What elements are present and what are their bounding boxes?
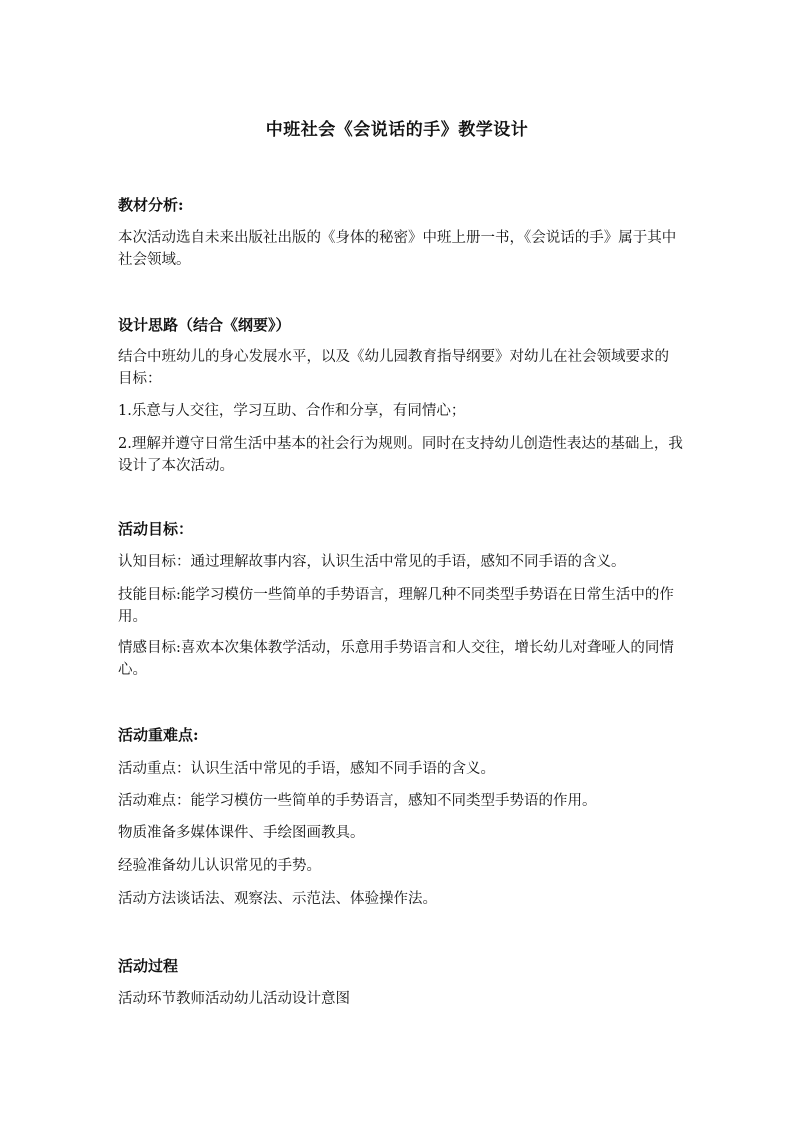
section-heading-activity-process: 活动过程 (118, 957, 179, 975)
paragraph: 活动重点：认识生活中常见的手语，感知不同手语的含义。 (118, 761, 495, 777)
paragraph: 本次活动选自未来出版社出版的《身体的秘密》中班上册一书，《会说话的手》属于其中社会领域。 (118, 230, 677, 268)
paragraph: 经验准备幼儿认识常见的手势。 (118, 858, 321, 874)
paragraph: 认知目标：通过理解故事内容，认识生活中常见的手语，感知不同手语的含义。 (118, 554, 626, 570)
paragraph: 结合中班幼儿的身心发展水平，以及《幼儿园教育指导纲要》对幼儿在社会领域要求的目标： (118, 349, 669, 387)
paragraph: 活动难点：能学习模仿一些简单的手势语言，感知不同类型手势语的作用。 (118, 793, 597, 809)
document-title: 中班社会《会说话的手》教学设计 (265, 120, 529, 140)
paragraph: 情感目标:喜欢本次集体教学活动，乐意用手势语言和人交往，增长幼儿对聋哑人的同情心。 (118, 640, 674, 678)
section-heading-design-idea: 设计思路（结合《纲要》） (118, 316, 291, 334)
paragraph: 活动方法谈话法、观察法、示范法、体验操作法。 (118, 891, 437, 907)
list-item: 1.乐意与人交往，学习互助、合作和分享，有同情心； (118, 403, 466, 419)
section-heading-textbook-analysis: 教材分析: (118, 196, 184, 214)
list-item: 2.理解并遵守日常生活中基本的社会行为规则。同时在支持幼儿创造性表达的基础上，我设计了本次活动。 (118, 436, 683, 474)
paragraph: 物质准备多媒体课件、手绘图画教具。 (118, 825, 365, 841)
section-heading-key-difficulties: 活动重难点: (118, 726, 199, 744)
paragraph: 技能目标:能学习模仿一些简单的手势语言，理解几种不同类型手势语在日常生活中的作用。 (118, 587, 674, 625)
paragraph: 活动环节教师活动幼儿活动设计意图 (118, 991, 350, 1007)
section-heading-activity-goals: 活动目标： (118, 520, 194, 538)
